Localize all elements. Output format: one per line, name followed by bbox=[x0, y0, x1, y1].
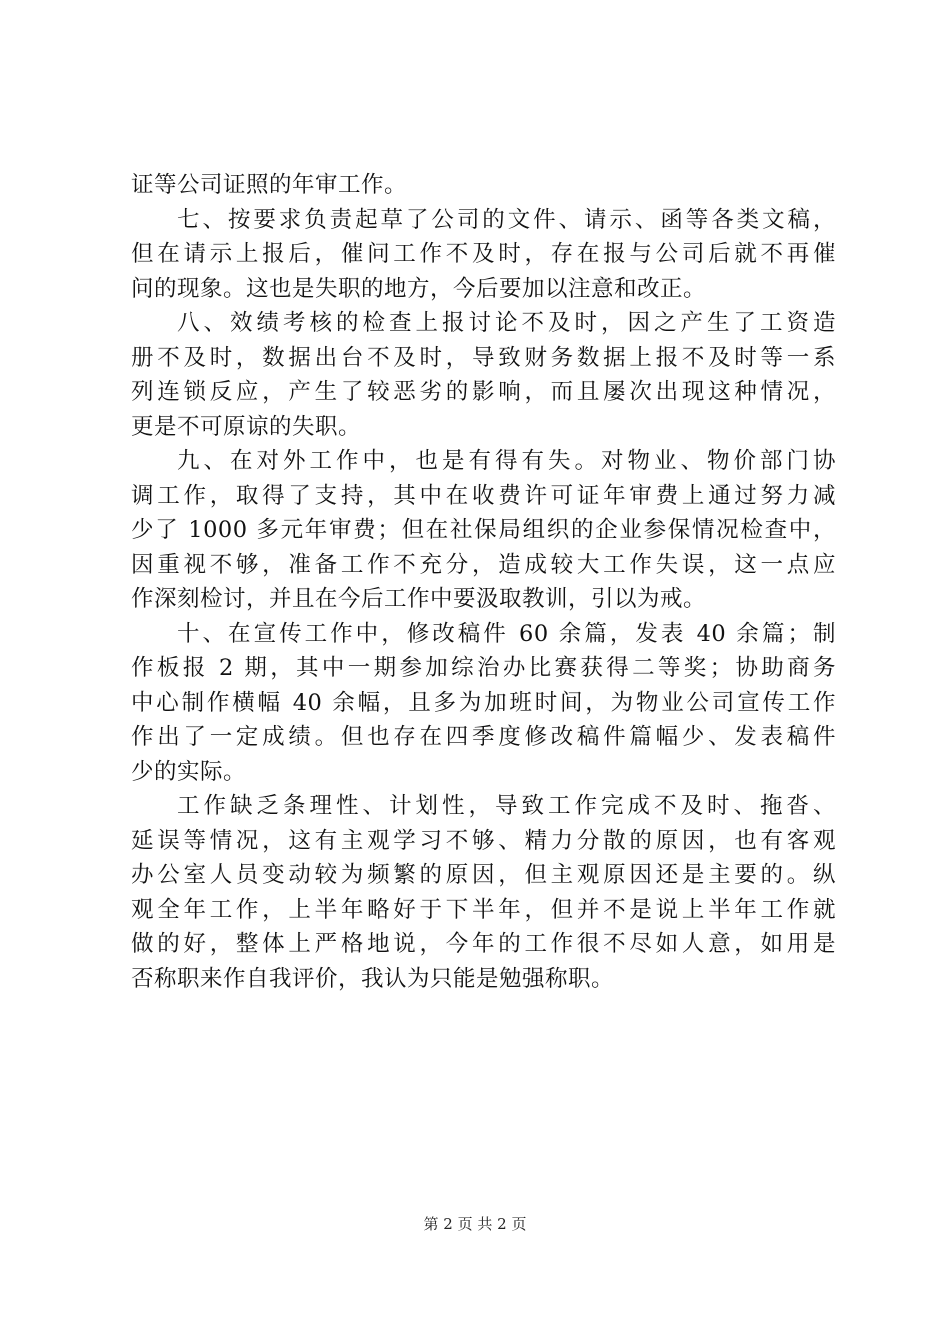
text-line: 否称职来作自我评价，我认为只能是勉强称职。 bbox=[131, 965, 615, 992]
text-line: 更是不可原谅的失职。 bbox=[131, 413, 362, 440]
text-line: 因重视不够，准备工作不充分，造成较大工作失误，这一点应 bbox=[131, 551, 836, 578]
text-line: 作出了一定成绩。但也存在四季度修改稿件篇幅少、发表稿件 bbox=[131, 724, 836, 750]
text-line: 问的现象。这也是失职的地方，今后要加以注意和改正。 bbox=[131, 275, 707, 302]
text-line: 七、按要求负责起草了公司的文件、请示、函等各类文稿， bbox=[177, 206, 836, 233]
text-line: 十、在宣传工作中，修改稿件 60 余篇，发表 40 余篇；制 bbox=[177, 620, 836, 647]
text-line: 作深刻检讨，并且在今后工作中要汲取教训，引以为戒。 bbox=[131, 586, 707, 612]
text-line: 少了 1000 多元年审费；但在社保局组织的企业参保情况检查中， bbox=[131, 517, 836, 543]
text-line: 册不及时，数据出台不及时，导致财务数据上报不及时等一系 bbox=[131, 344, 836, 371]
document-body bbox=[131, 168, 836, 996]
text-line: 作板报 2 期，其中一期参加综治办比赛获得二等奖；协助商务 bbox=[131, 655, 836, 681]
text-line: 做的好，整体上严格地说，今年的工作很不尽如人意，如用是 bbox=[131, 931, 836, 957]
text-line: 少的实际。 bbox=[131, 758, 247, 785]
text-line: 九、在对外工作中，也是有得有失。对物业、物价部门协 bbox=[177, 448, 836, 474]
page-footer: 第 2 页 共 2 页 bbox=[423, 1215, 527, 1233]
text-line: 证等公司证照的年审工作。 bbox=[131, 172, 408, 198]
text-line: 中心制作横幅 40 余幅，且多为加班时间，为物业公司宣传工作 bbox=[131, 689, 836, 716]
text-line: 八、效绩考核的检查上报讨论不及时，因之产生了工资造 bbox=[177, 310, 836, 336]
text-line: 调工作，取得了支持，其中在收费许可证年审费上通过努力减 bbox=[131, 482, 836, 509]
text-line: 工作缺乏条理性、计划性，导致工作完成不及时、拖沓、 bbox=[177, 793, 836, 819]
text-line: 办公室人员变动较为频繁的原因，但主观原因还是主要的。纵 bbox=[131, 862, 836, 888]
text-line: 但在请示上报后，催问工作不及时，存在报与公司后就不再催 bbox=[131, 241, 836, 267]
text-line: 延误等情况，这有主观学习不够、精力分散的原因，也有客观 bbox=[131, 827, 836, 854]
text-line: 观全年工作，上半年略好于下半年，但并不是说上半年工作就 bbox=[131, 896, 836, 923]
text-line: 列连锁反应，产生了较恶劣的影响，而且屡次出现这种情况， bbox=[131, 379, 836, 405]
